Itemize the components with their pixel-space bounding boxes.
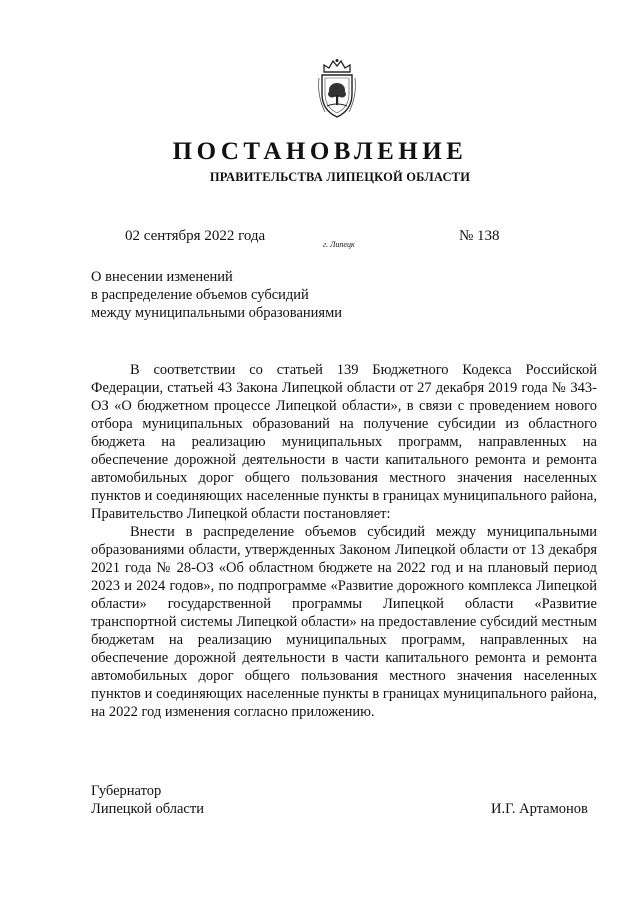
document-body xyxy=(91,361,597,721)
document-city: г. Липецк xyxy=(323,240,355,249)
document-date: 02 сентября 2022 года xyxy=(125,228,266,244)
document-number: № 138 xyxy=(459,228,500,244)
subject-line: в распределение объемов субсидий xyxy=(91,287,309,303)
signatory-position-line: Липецкой области xyxy=(91,801,204,817)
coat-of-arms-icon xyxy=(315,58,359,122)
issuing-authority: ПРАВИТЕЛЬСТВА ЛИПЕЦКОЙ ОБЛАСТИ xyxy=(209,170,471,184)
document-subject xyxy=(91,268,342,322)
subject-line: О внесении изменений xyxy=(91,269,233,285)
subject-line: между муниципальными образованиями xyxy=(91,305,343,321)
body-paragraph: В соответствии со статьей 139 Бюджетного Кодекса Российской Федерации, статьей 43 Закона Липецкой области от 27 декабря 2019 года № 343-ОЗ «О бюджетном процессе Липецкой области», в связи с проведением нового отбора муниципальных образований на получение субсидии из областного бюджета на реализацию муниципальных программ, направленных на обеспечение дорожной деятельности в части капитального ремонта и ремонта автомобильных дорог общего пользования местного значения населенных пунктов и соединяющих населенные пункты в границах муниципального района, Правительство Липецкой области постановляет: xyxy=(91,362,597,522)
body-paragraph: Внести в распределение объемов субсидий между муниципальными образованиями области, утвержденных Законом Липецкой области от 13 декабря 2021 года № 28-ОЗ «Об областном бюджете на 2022 год и на плановый период 2023 и 2024 годов», по подпрограмме «Развитие дорожного комплекса Липецкой области» государственной программы Липецкой области «Развитие транспортной системы Липецкой области» на предоставление субсидий местным бюджетам на реализацию муниципальных программ, направленных на обеспечение дорожной деятельности в части капитального ремонта и ремонта автомобильных дорог общего пользования местного значения населенных пунктов и соединяющих населенные пункты в границах муниципального района, на 2022 год изменения согласно приложению. xyxy=(91,524,597,720)
document-title: ПОСТАНОВЛЕНИЕ xyxy=(172,138,468,165)
signatory-position xyxy=(91,782,204,818)
signatory-name: И.Г. Артамонов xyxy=(491,801,588,817)
signatory-position-line: Губернатор xyxy=(91,783,162,799)
